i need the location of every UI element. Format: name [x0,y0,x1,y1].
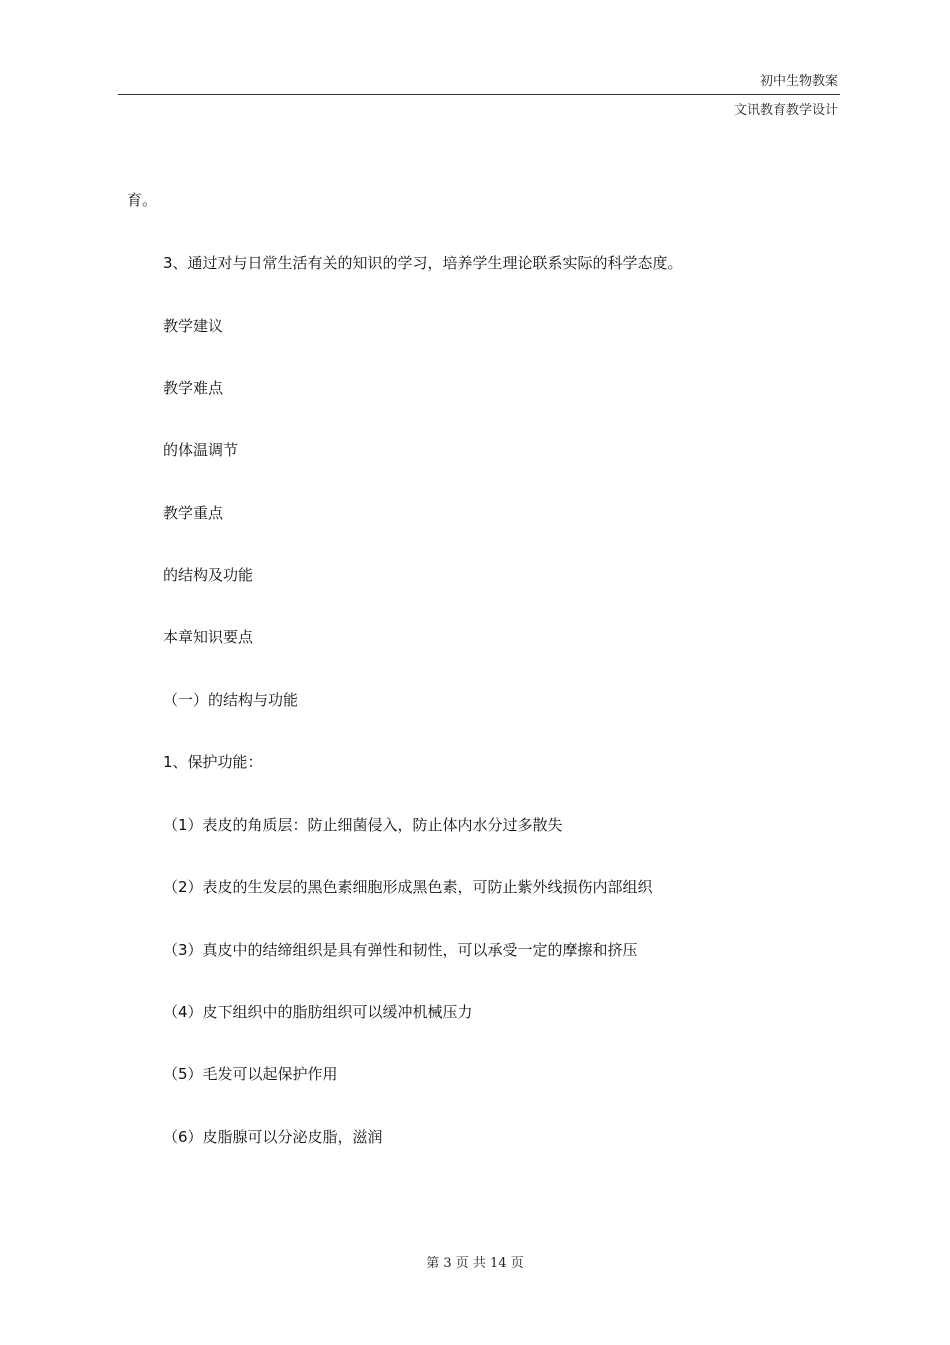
paragraph-line: 育。 [127,191,158,209]
subsection-heading: （一）的结构与功能 [163,691,299,709]
section-heading: 教学难点 [163,379,224,397]
list-item: （5）毛发可以起保护作用 [163,1065,338,1083]
section-heading: 本章知识要点 [163,628,254,646]
header-subtitle: 文讯教育教学设计 [733,103,838,118]
header-title: 初中生物教案 [759,74,838,89]
list-item: （4）皮下组织中的脂肪组织可以缓冲机械压力 [163,1003,473,1021]
paragraph-line: 的体温调节 [163,441,239,459]
list-item: （1）表皮的角质层：防止细菌侵入，防止体内水分过多散失 [163,816,563,834]
list-item: （2）表皮的生发层的黑色素细胞形成黑色素，可防止紫外线损伤内部组织 [163,878,653,896]
list-item: （3）真皮中的结缔组织是具有弹性和韧性，可以承受一定的摩擦和挤压 [163,941,638,959]
paragraph-line: 3、通过对与日常生活有关的知识的学习，培养学生理论联系实际的科学态度。 [163,254,683,272]
list-item: （6）皮脂腺可以分泌皮脂，滋润 [163,1128,383,1146]
header-divider [118,94,840,95]
list-heading: 1、保护功能： [163,753,263,771]
paragraph-line: 的结构及功能 [163,566,254,584]
page-number: 第 3 页 共 14 页 [426,1256,524,1271]
section-heading: 教学建议 [163,317,224,335]
section-heading: 教学重点 [163,504,224,522]
